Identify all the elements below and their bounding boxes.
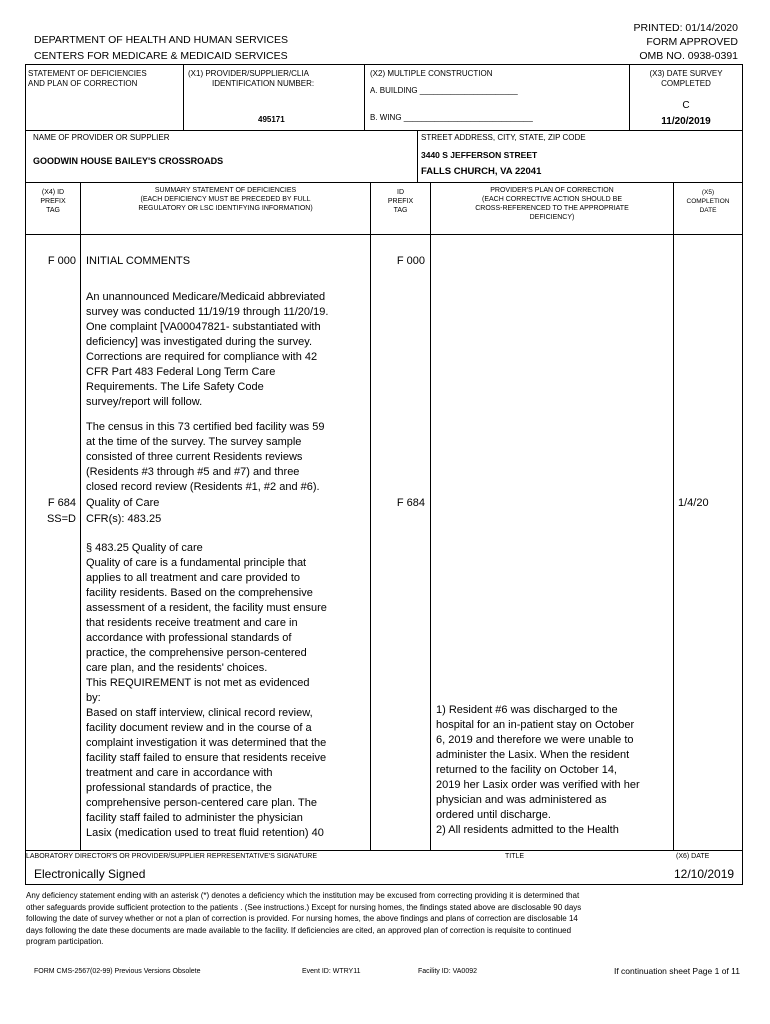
event-id: Event ID: WTRY11 — [302, 968, 361, 975]
x2-label: (X2) MULTIPLE CONSTRUCTION — [370, 69, 493, 78]
statement-label: STATEMENT OF DEFICIENCIES AND PLAN OF CORRECTION — [28, 69, 147, 88]
scope-severity: SS=D — [46, 513, 76, 525]
disclaimer: Any deficiency statement ending with an asterisk (*) denotes a deficiency which the institution may be excused from correcting providing it is determined that other safeguards provide sufficient protection to the patients . (See instructions.) Except for nursing homes, the findings stated above are disclosable 90 days following the date of survey whether or not a plan of correction is provided. For nursing homes, the above findings and plans of correction are disclosable 14 days following the date these documents are made available to the facility. If deficiencies are cited, an approved plan of correction is requisite to continued program participation. — [26, 891, 582, 946]
quality-of-care-title: Quality of Care — [86, 497, 160, 509]
survey-date: 11/20/2019 — [661, 116, 711, 127]
x1-label: (X1) PROVIDER/SUPPLIER/CLIA IDENTIFICATION NUMBER: — [188, 69, 315, 88]
x3-code: C — [682, 100, 690, 111]
summary-header: SUMMARY STATEMENT OF DEFICIENCIES (EACH DEFICIENCY MUST BE PRECEDED BY FULL REGULATORY OR LSC IDENTIFYING INFORMATION) — [138, 187, 313, 212]
plan-header: PROVIDER'S PLAN OF CORRECTION (EACH CORRECTIVE ACTION SHOULD BE CROSS-REFERENCED TO THE APPROPRIATE DEFICIENCY) — [475, 187, 629, 221]
x5-header: (X5) COMPLETION DATE — [686, 189, 730, 214]
tag-f000-right: F 000 — [396, 255, 425, 267]
completion-date: 1/4/20 — [678, 497, 709, 509]
signature-value: Electronically Signed — [34, 867, 146, 881]
page-number: If continuation sheet Page 1 of 11 — [613, 966, 740, 976]
tag-f684-right: F 684 — [396, 497, 425, 509]
department-title: DEPARTMENT OF HEALTH AND HUMAN SERVICES — [34, 34, 288, 46]
x4-header: (X4) ID PREFIX TAG — [40, 189, 66, 214]
date-label: (X6) DATE — [676, 853, 710, 860]
agency-title: CENTERS FOR MEDICARE & MEDICAID SERVICES — [34, 50, 288, 62]
comments-paragraph-2: The census in this 73 certified bed facility was 59 at the time of the survey. The survey sample consisted of three current Residents reviews (Residents #3 through #5 and #7) and three closed record review (Residents #1, #2 and #6). — [86, 421, 325, 493]
signature-label: LABORATORY DIRECTOR'S OR PROVIDER/SUPPLIER REPRESENTATIVE'S SIGNATURE — [26, 853, 318, 860]
signature-date: 12/10/2019 — [674, 867, 735, 881]
form-approved: FORM APPROVED — [646, 36, 738, 48]
street-address: 3440 S JEFFERSON STREET — [421, 150, 538, 160]
omb-number: OMB NO. 0938-0391 — [639, 50, 738, 62]
quality-of-care-text: § 483.25 Quality of care Quality of care is a fundamental principle that applies to all treatment and care provided to facility residents. Based on the comprehensive assessment of a resident, the facility must ensure that residents receive treatment and care in accordance with professional standards of practice, the comprehensive person-centered care plan, and the residents' choices. This REQUIREMENT is not met as evidenced by: Based on staff interview, clinical record review, facility document review and in the course of a complaint investigation it was determined that the facility staff failed to ensure that residents receive treatment and care in accordance with professional standards of practice, the comprehensive person-centered care plan. The facility staff failed to administer the physician Lasix (medication used to treat fluid retention) 40 — [86, 542, 327, 839]
title-label: TITLE — [505, 853, 525, 860]
provider-name-label: NAME OF PROVIDER OR SUPPLIER — [33, 133, 170, 142]
form-number: FORM CMS-2567(02-99) Previous Versions Obsolete — [34, 968, 201, 975]
city-state-zip: FALLS CHURCH, VA 22041 — [421, 166, 542, 177]
plan-of-correction-text: 1) Resident #6 was discharged to the hospital for an in-patient stay on October 6, 2019 and therefore we were unable to administer the Lasix. When the resident returned to the facility on October 14, 2019 her Lasix order was verified with her physician and was administered as ordered until discharge. 2) All residents admitted to the Health — [436, 704, 640, 836]
cfr-reference: CFR(s): 483.25 — [86, 513, 162, 525]
provider-number: 495171 — [258, 115, 285, 124]
printed-date: PRINTED: 01/14/2020 — [633, 22, 738, 34]
wing-line: B. WING _____________________________ — [370, 113, 533, 122]
tag-f684-left: F 684 — [47, 497, 76, 509]
tag-f000-left: F 000 — [47, 255, 76, 267]
comments-paragraph-1: An unannounced Medicare/Medicaid abbreviated survey was conducted 11/19/19 through 11/20/19. One complaint [VA00047821- substantiated with deficiency] was investigated during the survey. Corrections are required for compliance with 42 CFR Part 483 Federal Long Term Care Requirements. The Life Safety Code survey/report will follow. — [86, 291, 329, 408]
facility-id: Facility ID: VA0092 — [418, 968, 478, 975]
x3-label: (X3) DATE SURVEY COMPLETED — [649, 69, 723, 88]
building-line: A. BUILDING ______________________ — [370, 86, 518, 95]
provider-name: GOODWIN HOUSE BAILEY'S CROSSROADS — [33, 156, 224, 166]
id-header: ID PREFIX TAG — [387, 189, 414, 214]
address-label: STREET ADDRESS, CITY, STATE, ZIP CODE — [421, 133, 586, 142]
initial-comments-title: INITIAL COMMENTS — [86, 255, 191, 267]
